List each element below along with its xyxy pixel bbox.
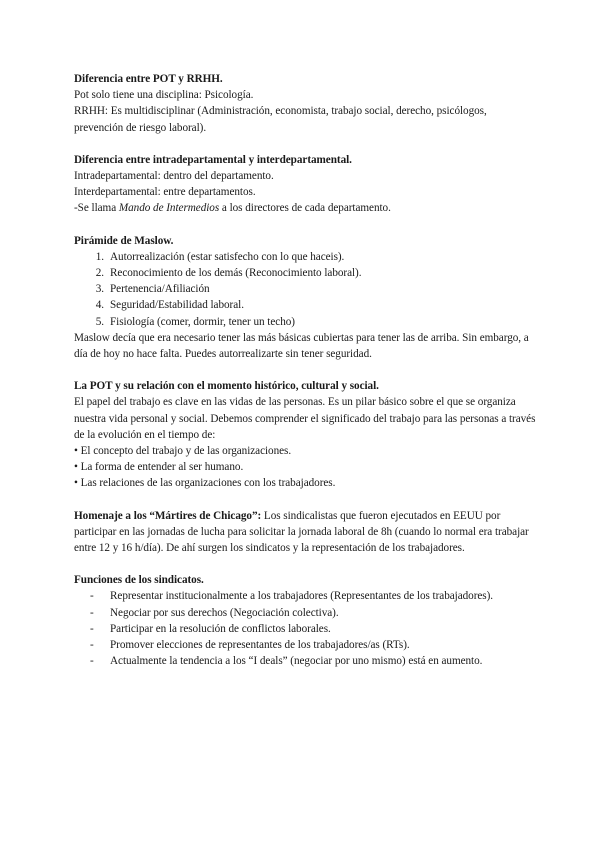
paragraph: El papel del trabajo es clave en las vidas de las personas. Es un pilar básico sobre el que se organiza nuestra vida personal y social. Debemos comprender el significado del trabajo para las personas a través de la evolución en el tiempo de: bbox=[74, 396, 536, 441]
list-number: 1. bbox=[95, 250, 104, 263]
dash-marker: - bbox=[90, 639, 94, 652]
paragraph-line: Intradepartamental: dentro del departamento. bbox=[74, 170, 274, 183]
section-intra-inter bbox=[74, 152, 536, 217]
list-text: Autorrealización (estar satisfecho con lo que haceis). bbox=[110, 250, 345, 263]
dash-marker: - bbox=[90, 590, 94, 603]
paragraph-line: RRHH: Es multidisciplinar (Administración, economista, trabajo social, derecho, psicólogos, prevención de riesgo laboral). bbox=[74, 105, 487, 134]
section-pot-historia bbox=[74, 378, 536, 491]
document-page bbox=[74, 71, 536, 686]
inline-heading: Homenaje a los “Mártires de Chicago”: bbox=[74, 509, 262, 522]
text-run: Los sindicalistas que fueron ejecutados en EEUU por participar en las jornadas de lucha para solicitar la jornada laboral de 8h (cuando lo normal era trabajar entre 12 y 16 h/día). De ahí surgen los sindicatos y la representación de los trabajadores. bbox=[74, 509, 529, 555]
section-sindicatos bbox=[74, 572, 536, 669]
text-run: -Se llama bbox=[74, 202, 119, 215]
dash-marker: - bbox=[90, 622, 94, 635]
list-item bbox=[74, 621, 536, 637]
list-text: Fisiología (comer, dormir, tener un techo) bbox=[110, 315, 295, 328]
list-text: Pertenencia/Afiliación bbox=[110, 283, 210, 296]
section-heading: Diferencia entre intradepartamental y interdepartamental. bbox=[74, 153, 352, 166]
dash-marker: - bbox=[90, 606, 94, 619]
section-heading: Funciones de los sindicatos. bbox=[74, 574, 204, 587]
list-text: Participar en la resolución de conflictos laborales. bbox=[110, 622, 331, 635]
list-number: 3. bbox=[95, 283, 104, 296]
list-item bbox=[74, 281, 536, 297]
paragraph-line bbox=[74, 200, 536, 216]
list-number: 4. bbox=[95, 299, 104, 312]
bullet-item: • La forma de entender al ser humano. bbox=[74, 461, 244, 474]
text-run: a los directores de cada departamento. bbox=[219, 202, 391, 215]
section-heading: La POT y su relación con el momento histórico, cultural y social. bbox=[74, 380, 379, 393]
list-text: Seguridad/Estabilidad laboral. bbox=[110, 299, 244, 312]
list-item bbox=[74, 605, 536, 621]
bullet-item: • Las relaciones de las organizaciones con los trabajadores. bbox=[74, 477, 336, 490]
paragraph-line: Interdepartamental: entre departamentos. bbox=[74, 186, 256, 199]
list-item bbox=[74, 653, 536, 669]
sindicatos-list bbox=[74, 588, 536, 669]
list-text: Promover elecciones de representantes de los trabajadores/as (RTs). bbox=[110, 639, 410, 652]
list-item bbox=[74, 265, 536, 281]
italic-term: Mando de Intermedios bbox=[118, 202, 220, 215]
section-pot-rrhh bbox=[74, 71, 536, 136]
list-text: Reconocimiento de los demás (Reconocimiento laboral). bbox=[110, 267, 362, 280]
list-text: Negociar por sus derechos (Negociación colectiva). bbox=[110, 606, 339, 619]
section-heading: Diferencia entre POT y RRHH. bbox=[74, 73, 223, 85]
list-text: Actualmente la tendencia a los “I deals” (negociar por uno mismo) está en aumento. bbox=[110, 655, 483, 668]
list-item bbox=[74, 588, 536, 604]
maslow-list bbox=[74, 249, 536, 330]
list-text: Representar institucionalmente a los trabajadores (Representantes de los trabajadores). bbox=[110, 590, 494, 603]
dash-marker: - bbox=[90, 655, 94, 668]
paragraph-line: Pot solo tiene una disciplina: Psicología. bbox=[74, 89, 254, 102]
section-heading: Pirámide de Maslow. bbox=[74, 234, 174, 247]
section-maslow bbox=[74, 233, 536, 363]
paragraph bbox=[74, 508, 536, 557]
list-item bbox=[74, 249, 536, 265]
list-number: 5. bbox=[95, 315, 104, 328]
list-number: 2. bbox=[95, 267, 104, 280]
paragraph: Maslow decía que era necesario tener las más básicas cubiertas para tener las de arriba. Sin embargo, a día de hoy no hace falta. Puedes autorrealizarte sin tener seguridad. bbox=[74, 331, 529, 361]
list-item bbox=[74, 297, 536, 313]
bullet-item: • El concepto del trabajo y de las organizaciones. bbox=[74, 445, 292, 458]
list-item bbox=[74, 637, 536, 653]
list-item bbox=[74, 314, 536, 330]
section-chicago bbox=[74, 508, 536, 557]
